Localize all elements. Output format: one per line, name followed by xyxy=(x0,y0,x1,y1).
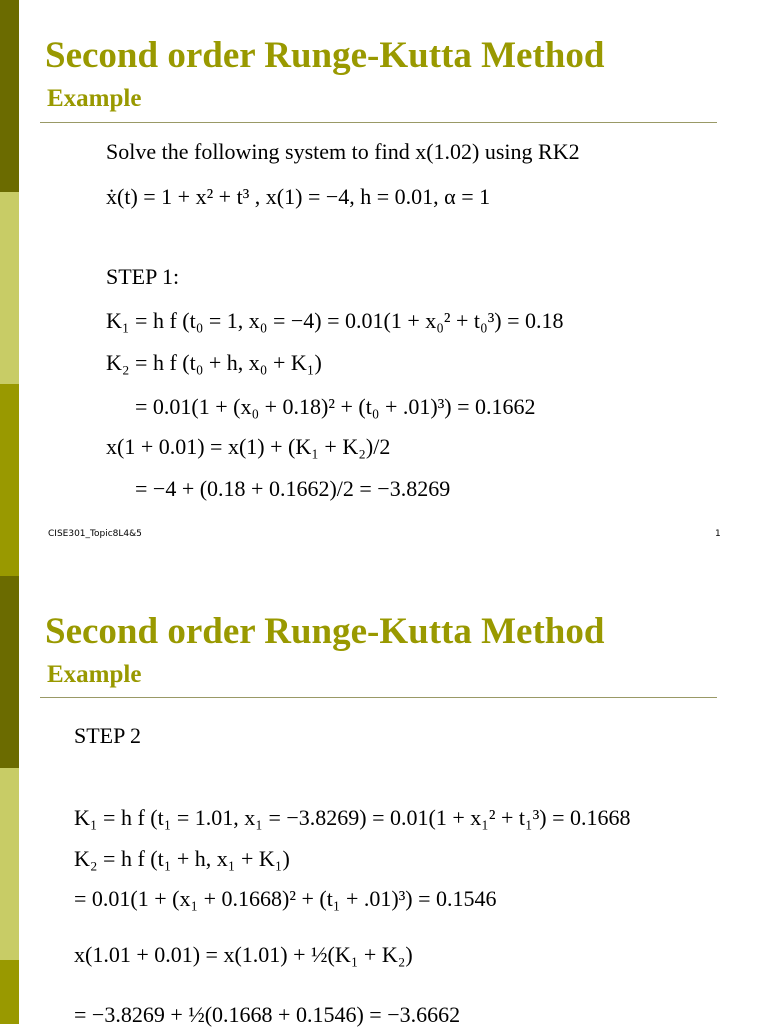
equation-x-update-content: x(1.01 + 0.01) = x(1.01) + ½(K₁ + K₂) xyxy=(74,942,413,967)
page-number: 1 xyxy=(715,529,721,539)
equation-k2 xyxy=(74,848,290,870)
equation-x-update-content: x(1 + 0.01) = x(1) + (K₁ + K₂)/2 xyxy=(106,434,391,459)
equation-k1 xyxy=(74,807,631,829)
equation-k2-content: K₂ = h f (t₀ + h, x₀ + K₁) xyxy=(106,350,322,375)
slide-2 xyxy=(0,576,768,1027)
equation-x-result-content: = −4 + (0.18 + 0.1662)/2 = −3.8269 xyxy=(135,476,451,501)
equation-k1 xyxy=(106,310,564,332)
step-label-content: STEP 1: xyxy=(106,264,180,289)
equation-k2-value-content: = 0.01(1 + (x₁ + 0.1668)² + (t₁ + .01)³) = 0.1546 xyxy=(74,886,497,911)
equation-k2-value-content: = 0.01(1 + (x₀ + 0.18)² + (t₀ + .01)³) = 0.1662 xyxy=(135,394,536,419)
step-label xyxy=(74,725,141,747)
equation-k2-value xyxy=(74,888,497,910)
ode-equation xyxy=(106,186,490,208)
title-divider xyxy=(40,697,717,698)
intro-text-content: Solve the following system to find x(1.02) using RK2 xyxy=(106,139,580,164)
title-divider xyxy=(40,122,717,123)
footer-source: CISE301_Topic8L4&5 xyxy=(48,529,142,539)
step-label-content: STEP 2 xyxy=(74,723,142,748)
equation-x-result xyxy=(135,478,450,500)
equation-k2-value xyxy=(135,396,536,418)
slide-subtitle: Example xyxy=(47,661,142,688)
slide-title: Second order Runge-Kutta Method xyxy=(45,35,605,76)
intro-text xyxy=(106,141,580,163)
slide-subtitle: Example xyxy=(47,85,142,112)
equation-k2-content: K₂ = h f (t₁ + h, x₁ + K₁) xyxy=(74,846,290,871)
slide-title: Second order Runge-Kutta Method xyxy=(45,611,605,652)
equation-x-update xyxy=(106,436,390,458)
equation-k2 xyxy=(106,352,322,374)
equation-k1-content: K₁ = h f (t₀ = 1, x₀ = −4) = 0.01(1 + x₀² + t₀³) = 0.18 xyxy=(106,308,564,333)
step-label xyxy=(106,266,179,288)
equation-k1-content: K₁ = h f (t₁ = 1.01, x₁ = −3.8269) = 0.01(1 + x₁² + t₁³) = 0.1668 xyxy=(74,805,631,830)
equation-x-update xyxy=(74,944,413,966)
equation-x-result-content: = −3.8269 + ½(0.1668 + 0.1546) = −3.6662 xyxy=(74,1002,461,1027)
ode-equation-content: ẋ(t) = 1 + x² + t³ , x(1) = −4, h = 0.01, α = 1 xyxy=(106,184,491,209)
equation-x-result xyxy=(74,1004,460,1026)
